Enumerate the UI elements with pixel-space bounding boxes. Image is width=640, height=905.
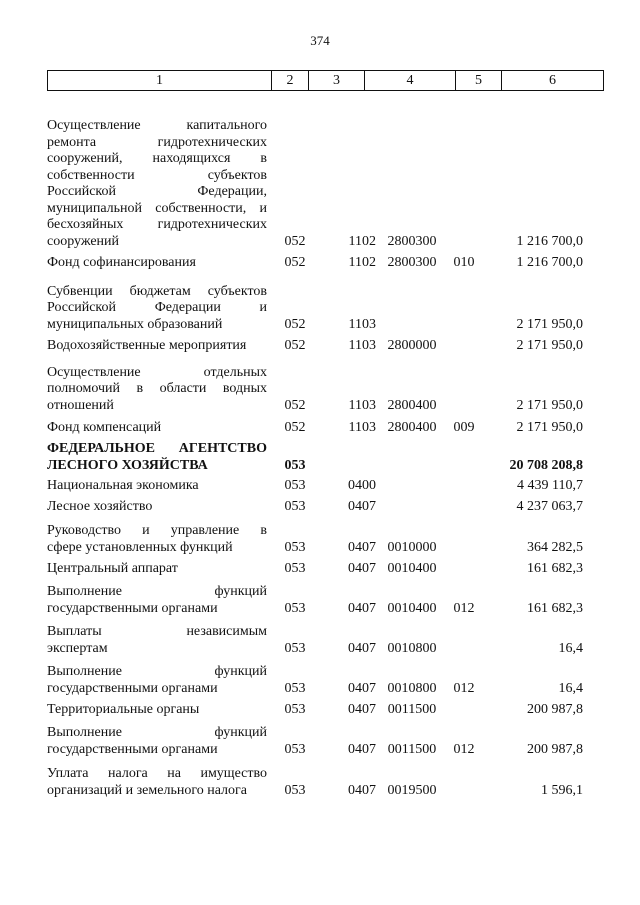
ministry-code: 053 [284, 701, 306, 717]
row-name-line: сооружений [47, 233, 120, 249]
table-row [47, 523, 603, 556]
table-row [47, 584, 603, 617]
section-code: 1103 [348, 419, 376, 435]
row-name-line: ЛЕСНОГО ХОЗЯЙСТВА [47, 457, 208, 473]
row-name [47, 420, 267, 437]
row-name-line: государственными органами [47, 680, 218, 696]
section-code: 1102 [348, 254, 376, 270]
amount-value: 161 682,3 [527, 560, 583, 576]
target-article-code: 0011500 [387, 741, 437, 757]
expense-type-code: 009 [453, 419, 475, 435]
section-code: 0407 [348, 782, 376, 798]
ministry-code: 052 [284, 397, 306, 413]
table-row [47, 284, 603, 334]
row-name-line: Руководство и управление в [47, 523, 267, 538]
section-code: 1103 [348, 316, 376, 332]
table-row [47, 664, 603, 697]
row-name [47, 584, 267, 617]
section-code: 0400 [348, 477, 376, 493]
row-name-line: бесхозяйных гидротехнических [47, 217, 267, 232]
row-name [47, 284, 267, 334]
table-row [47, 624, 603, 657]
row-name [47, 624, 267, 657]
table-row [47, 365, 603, 415]
row-name [47, 365, 267, 415]
target-article-code: 0010400 [387, 560, 437, 576]
row-name [47, 766, 267, 799]
amount-value: 2 171 950,0 [516, 337, 583, 353]
ministry-code: 053 [284, 498, 306, 514]
row-name [47, 118, 267, 250]
target-article-code: 0010800 [387, 680, 437, 696]
section-code: 0407 [348, 640, 376, 656]
row-name-line: Фонд софинансирования [47, 254, 196, 270]
row-name-line: государственными органами [47, 741, 218, 757]
expense-type-code: 012 [453, 741, 475, 757]
table-row [47, 255, 603, 272]
amount-value: 1 596,1 [541, 782, 583, 798]
row-name-line: Лесное хозяйство [47, 498, 153, 514]
table-row [47, 420, 603, 437]
amount-value: 4 439 110,7 [517, 477, 583, 493]
row-name-line: государственными органами [47, 600, 218, 616]
row-name-line: отношений [47, 397, 114, 413]
target-article-code: 0019500 [387, 782, 437, 798]
table-row [47, 478, 603, 495]
table-row [47, 725, 603, 758]
section-code: 0407 [348, 539, 376, 555]
ministry-code: 053 [284, 680, 306, 696]
row-name-line: сооружений, находящихся в [47, 151, 267, 166]
row-name-line: муниципальных образований [47, 316, 223, 332]
target-article-code: 0010800 [387, 640, 437, 656]
expense-type-code: 012 [453, 600, 475, 616]
row-name [47, 725, 267, 758]
ministry-code: 052 [284, 254, 306, 270]
row-name-line: Субвенции бюджетам субъектов [47, 283, 267, 299]
amount-value: 16,4 [558, 680, 583, 696]
row-name-line: Центральный аппарат [47, 560, 178, 576]
column-header-2: 2 [272, 71, 309, 91]
table-row [47, 766, 603, 799]
row-name-line: Выполнение функций [47, 725, 267, 740]
column-header-3: 3 [309, 71, 365, 91]
row-name-line: Уплата налога на имущество [47, 766, 267, 781]
amount-value: 16,4 [558, 640, 583, 656]
amount-value: 364 282,5 [527, 539, 583, 555]
row-name-line: Осуществление отдельных [47, 364, 267, 380]
target-article-code: 2800300 [387, 254, 437, 270]
row-name [47, 499, 267, 516]
table-row [47, 118, 603, 250]
ministry-code: 053 [284, 560, 306, 576]
target-article-code: 0010000 [387, 539, 437, 555]
ministry-code: 053 [284, 457, 306, 473]
row-name [47, 523, 267, 556]
row-name [47, 702, 267, 719]
target-article-code: 2800000 [387, 337, 437, 353]
target-article-code: 0010400 [387, 600, 437, 616]
amount-value: 4 237 063,7 [516, 498, 583, 514]
row-name-line: ФЕДЕРАЛЬНОЕ АГЕНТСТВО [47, 441, 267, 456]
row-name-line: экспертам [47, 640, 108, 656]
section-code: 0407 [348, 701, 376, 717]
ministry-code: 052 [284, 316, 306, 332]
column-header-4: 4 [365, 71, 456, 91]
target-article-code: 2800400 [387, 419, 437, 435]
ministry-code: 052 [284, 233, 306, 249]
table-row [47, 561, 603, 578]
row-name-line: Территориальные органы [47, 701, 200, 717]
row-name-line: Осуществление капитального [47, 118, 267, 133]
amount-value: 2 171 950,0 [516, 397, 583, 413]
section-code: 1103 [348, 337, 376, 353]
section-code: 0407 [348, 680, 376, 696]
amount-value: 20 708 208,8 [509, 457, 583, 473]
row-name-line: Водохозяйственные мероприятия [47, 337, 247, 353]
row-name [47, 664, 267, 697]
ministry-code: 053 [284, 782, 306, 798]
amount-value: 1 216 700,0 [516, 254, 583, 270]
ministry-code: 052 [284, 419, 306, 435]
row-name-line: организаций и земельного налога [47, 782, 247, 798]
row-name-line: Выполнение функций [47, 584, 267, 599]
amount-value: 2 171 950,0 [516, 316, 583, 332]
page-number: 374 [310, 33, 330, 48]
ministry-code: 053 [284, 640, 306, 656]
amount-value: 200 987,8 [527, 701, 583, 717]
section-code: 0407 [348, 498, 376, 514]
table-row [47, 338, 603, 355]
column-header-1: 1 [48, 71, 272, 91]
section-code: 1103 [348, 397, 376, 413]
ministry-code: 052 [284, 337, 306, 353]
column-header-5: 5 [456, 71, 502, 91]
row-name-line: полномочий в области водных [47, 381, 267, 396]
row-name-line: собственности субъектов [47, 167, 267, 183]
amount-value: 161 682,3 [527, 600, 583, 616]
row-name [47, 478, 267, 495]
ministry-code: 053 [284, 539, 306, 555]
row-name-line: Российской Федерации, [47, 184, 267, 199]
column-header-6: 6 [502, 71, 604, 91]
row-name-line: Фонд компенсаций [47, 419, 162, 435]
target-article-code: 2800300 [387, 233, 437, 249]
row-name-line: ремонта гидротехнических [47, 134, 267, 150]
row-name [47, 338, 267, 355]
table-row [47, 441, 603, 474]
expense-type-code: 012 [453, 680, 475, 696]
row-name [47, 255, 267, 272]
row-name-line: Национальная экономика [47, 477, 199, 493]
row-name-line: Российской Федерации и [47, 300, 267, 315]
target-article-code: 2800400 [387, 397, 437, 413]
table-row [47, 499, 603, 516]
amount-value: 200 987,8 [527, 741, 583, 757]
amount-value: 1 216 700,0 [516, 233, 583, 249]
column-header-table [47, 70, 604, 91]
section-code: 0407 [348, 600, 376, 616]
amount-value: 2 171 950,0 [516, 419, 583, 435]
row-name-line: Выполнение функций [47, 664, 267, 679]
row-name-line: муниципальной собственности, и [47, 200, 267, 216]
expense-type-code: 010 [453, 254, 475, 270]
ministry-code: 053 [284, 741, 306, 757]
row-name [47, 561, 267, 578]
section-code: 0407 [348, 741, 376, 757]
row-name-line: сфере установленных функций [47, 539, 233, 555]
ministry-code: 053 [284, 477, 306, 493]
table-row [47, 702, 603, 719]
row-name [47, 441, 267, 474]
target-article-code: 0011500 [387, 701, 437, 717]
column-header-row [48, 71, 604, 91]
section-code: 0407 [348, 560, 376, 576]
row-name-line: Выплаты независимым [47, 624, 267, 639]
section-code: 1102 [348, 233, 376, 249]
ministry-code: 053 [284, 600, 306, 616]
